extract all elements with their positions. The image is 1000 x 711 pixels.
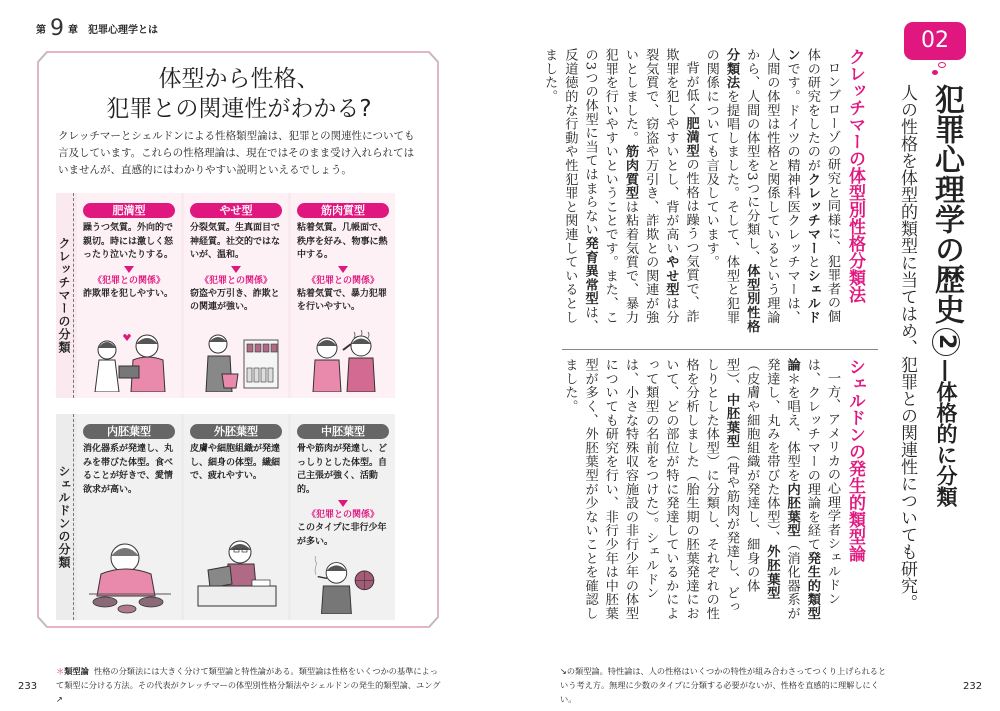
- section-kretschmer: [542, 48, 868, 334]
- text-run: 一方、アメリカの心理学者シェルドンは、クレッチマーの理論を経て: [804, 358, 840, 606]
- chapter-number: 9: [50, 16, 64, 41]
- footnote-right: ↘の類型論。特性論は、人の性格はいくつかの特性が組み合わさってつくり上げられるという考え方。無理に少数のタイプに分類する必要がないが、性格を直感的に理解しにくい。: [560, 666, 887, 704]
- arrow-down-icon: [231, 266, 241, 273]
- bold-term: 発生的類型論: [784, 358, 820, 621]
- type-description: 躁うつ気質。外向的で親切。時には激しく怒ったり泣いたりする。: [83, 223, 174, 260]
- section-body: [539, 48, 842, 334]
- office-worker-illustration: [192, 534, 282, 614]
- bold-term: 外胚葉型: [764, 544, 780, 600]
- text-run: は、反道徳的な行動や性犯罪と関連しているとしました。: [542, 48, 598, 333]
- crime-relation-text: このタイプに非行少年が多い。: [297, 523, 387, 547]
- crime-relation-label: 《犯罪との関係》: [306, 510, 379, 520]
- footnote-marker: ＊: [56, 666, 65, 676]
- arrow-down-icon: [338, 266, 348, 273]
- type-description: 消化器系が発達し、丸みを帯びた体型。食べることが好きで、愛情欲求が高い。: [83, 444, 174, 495]
- type-name-pill: 肥満型: [83, 203, 175, 218]
- bold-term: 肥満型: [683, 116, 699, 158]
- crime-relation-label: 《犯罪との関係》: [199, 275, 272, 286]
- section-divider: [562, 349, 878, 350]
- eating-illustration: [85, 534, 175, 614]
- chapter-prefix: 第: [36, 25, 46, 36]
- text-run: を提唱しました。そして、体型と犯罪の関係についても言及しています。: [703, 48, 739, 325]
- kretschmer-section: [56, 193, 388, 398]
- bold-term: クレッチマー: [804, 172, 820, 256]
- type-card-obese: [77, 193, 181, 398]
- type-card-muscular: [291, 193, 395, 398]
- section-number-badge: 02: [904, 22, 966, 60]
- type-name-pill: 内胚葉型: [83, 424, 175, 439]
- column-title-line2: 犯罪との関連性がわかる?: [106, 96, 372, 122]
- type-name-pill: 筋肉質型: [297, 203, 389, 218]
- section-sheldon: [548, 358, 868, 626]
- type-card-thin: [184, 193, 288, 398]
- couple-gift-illustration: [85, 330, 175, 392]
- page-number-right: 232: [963, 681, 983, 692]
- arrow-down-icon: [338, 500, 348, 507]
- type-card-ectomorph: [184, 414, 288, 620]
- crime-relation-label: 《犯罪との関係》: [92, 275, 165, 286]
- bold-term: 体型別性格分類法: [723, 48, 760, 333]
- text-run: （骨や筋肉が発達し、どっしりとした体型）に分類し、それぞれの性格を分析しました（胎生期の胚葉発達において、どの部位が特に発達しているかによって類型の名前をつけた）。シェルドンは、小さな特殊収容施設の非行少年の体型についても研究を行い、非行少年は中胚葉型が多く、外胚葉型が少ないことを確認しました。: [562, 358, 739, 621]
- bold-term: 内胚葉型: [784, 482, 800, 538]
- section-heading: クレッチマーの体型別性格分類法: [845, 48, 865, 303]
- chapter-header: [36, 16, 158, 41]
- badge-bubble-dot: [938, 62, 946, 68]
- type-name-pill: 中胚葉型: [297, 424, 389, 439]
- crime-relation-text: 粘着気質で、暴力犯罪を行いやすい。: [297, 288, 387, 312]
- chapter-suffix: 章: [68, 25, 78, 36]
- type-name-pill: やせ型: [190, 203, 282, 218]
- section-body: [559, 358, 842, 626]
- page-title-main: 犯罪心理学の歴史: [929, 84, 964, 324]
- type-description: 皮膚や細胞組織が発達し、細身の体型。繊細で、疲れやすい。: [190, 444, 281, 481]
- text-run: は粘着気質で、暴力犯罪を行いやすいということです。また、この3つの体型に当てはまらない: [582, 48, 638, 325]
- sheldon-side-label: [56, 414, 74, 620]
- type-description: 分裂気質。生真面目で神経質。社交的ではないが、温和。: [190, 223, 281, 260]
- type-card-mesomorph: [291, 414, 395, 620]
- text-run: の性格は躁うつ気質で、詐欺罪を犯しやすいとし、背が高い: [663, 48, 699, 324]
- type-card-endomorph: [77, 414, 181, 620]
- bold-term: 中胚葉型: [723, 392, 739, 449]
- text-run: は分裂気質で、窃盗や万引き、詐欺との関連が強いとしました。: [622, 48, 679, 325]
- crime-relation-label: 《犯罪との関係》: [306, 275, 379, 286]
- paragraph: [539, 48, 701, 334]
- bold-term: シェルドン: [784, 48, 820, 325]
- bold-term: 発育異常型: [582, 236, 598, 306]
- page-title: [928, 84, 964, 507]
- column-intro: クレッチマーとシェルドンによる性格類型論は、犯罪との関連性についても言及しています。これらの性格理論は、現在ではそのまま受け入れられてはいませんが、直感的にはわかりやすい説明といえるでしょう。: [58, 130, 415, 176]
- type-description: 粘着気質。几帳面で、秩序を好み、物事に熱中する。: [297, 223, 388, 260]
- crime-relation-text: 詐欺罪を犯しやすい。: [83, 288, 174, 299]
- text-run: （皮膚や細胞組織が発達し、細身の体型）、: [723, 358, 760, 593]
- title-dash: ―: [934, 360, 958, 381]
- lead-text: 人の性格を体型的類型に当てはめ、犯罪との関連性についても研究。: [897, 84, 917, 611]
- kretschmer-label-text: クレッチマーの分類: [57, 237, 71, 354]
- type-description: 骨や筋肉が発達し、どっしりとした体型。自己主張が強く、活動的。: [297, 444, 388, 495]
- text-run: （消化器系が発達し、丸みを帯びた体型）、: [764, 358, 800, 621]
- kretschmer-side-label: [56, 193, 74, 398]
- arrow-down-icon: [124, 266, 134, 273]
- badge-bubble-dot: [932, 70, 938, 75]
- footnote-term: 類型論: [64, 666, 89, 676]
- text-run: ロンブローゾの研究と同様に、犯罪者の個体の研究をしたのが: [804, 48, 840, 324]
- sheldon-section: [56, 414, 388, 620]
- bold-term: やせ型: [663, 255, 679, 297]
- paragraph: [701, 48, 842, 334]
- text-run: と: [804, 255, 820, 269]
- text-run: 背が低く: [683, 61, 699, 117]
- page-title-sub: 体格的に分類: [934, 381, 958, 507]
- column-title-line1: 体型から性格、: [158, 66, 320, 92]
- circled-number: 2: [932, 328, 960, 356]
- crime-relation-text: 窃盗や万引き、詐欺との関連が強い。: [190, 288, 280, 312]
- footnote-text: 性格の分類法には大きく分けて類型論と特性論がある。類型論は性格をいくつかの基準によって類型に分ける方法。その代表がクレッチマーの体型別性格分類法やシェルドンの発生的類型論、ユング↗: [56, 666, 441, 704]
- sheldon-label-text: シェルドンの分類: [57, 465, 71, 569]
- paragraph: [559, 358, 842, 626]
- bold-term: 筋肉質型: [622, 144, 638, 200]
- shoplifting-illustration: [192, 330, 282, 392]
- footnote-left: [56, 664, 446, 706]
- column-title: [38, 64, 440, 124]
- chapter-title: 犯罪心理学とは: [88, 25, 158, 36]
- section-heading: シェルドンの発生的類型論: [845, 358, 865, 562]
- delinquent-illustration: [299, 556, 383, 614]
- page-number-left: 233: [18, 681, 38, 692]
- text-run: ＊を唱え、体型を: [784, 371, 800, 483]
- text-run: です。ドイツの精神科医クレッチマーは、人間の体型は性格と関係しているという理論から、人間の体型を3つに分類し、: [744, 48, 800, 325]
- fight-illustration: [299, 330, 389, 392]
- type-name-pill: 外胚葉型: [190, 424, 282, 439]
